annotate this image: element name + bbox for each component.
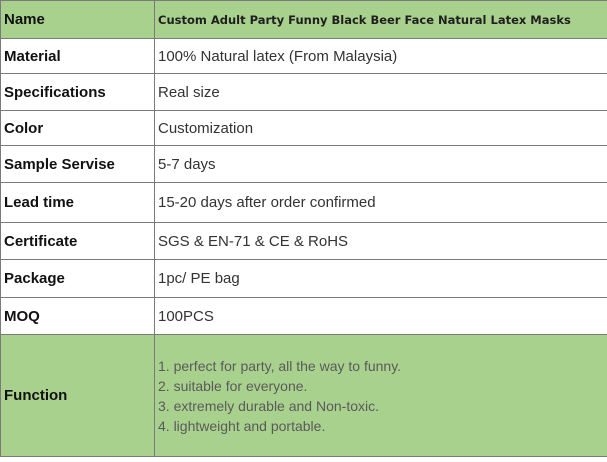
function-row <box>1 335 607 457</box>
specifications-row <box>1 74 607 111</box>
material-value: 100% Natural latex (From Malaysia) <box>155 39 607 74</box>
color-label: Color <box>1 111 155 146</box>
name-label: Name <box>1 1 155 39</box>
specifications-label: Specifications <box>1 74 155 111</box>
moq-row <box>1 298 607 335</box>
color-value: Customization <box>155 111 607 146</box>
function-label: Function <box>1 335 155 457</box>
sample-row <box>1 146 607 183</box>
specifications-value: Real size <box>155 74 607 111</box>
function-item: 4. lightweight and portable. <box>158 417 326 434</box>
certificate-row <box>1 223 607 260</box>
package-label: Package <box>1 260 155 298</box>
package-row <box>1 260 607 298</box>
function-item: 3. extremely durable and Non-toxic. <box>158 397 379 414</box>
name-row <box>1 1 607 39</box>
material-label: Material <box>1 39 155 74</box>
lead-time-row <box>1 183 607 223</box>
certificate-value: SGS & EN-71 & CE & RoHS <box>155 223 607 260</box>
lead-time-label: Lead time <box>1 183 155 223</box>
sample-label: Sample Servise <box>1 146 155 183</box>
package-value: 1pc/ PE bag <box>155 260 607 298</box>
moq-label: MOQ <box>1 298 155 335</box>
lead-time-value: 15-20 days after order confirmed <box>155 183 607 223</box>
function-item: 1. perfect for party, all the way to funny. <box>158 357 402 374</box>
material-row <box>1 39 607 74</box>
product-name: Custom Adult Party Funny Black Beer Face Natural Latex Masks <box>155 1 607 39</box>
function-value <box>155 335 607 457</box>
color-row <box>1 111 607 146</box>
certificate-label: Certificate <box>1 223 155 260</box>
function-list <box>158 356 607 436</box>
moq-value: 100PCS <box>155 298 607 335</box>
function-item: 2. suitable for everyone. <box>158 377 308 394</box>
sample-value: 5-7 days <box>155 146 607 183</box>
